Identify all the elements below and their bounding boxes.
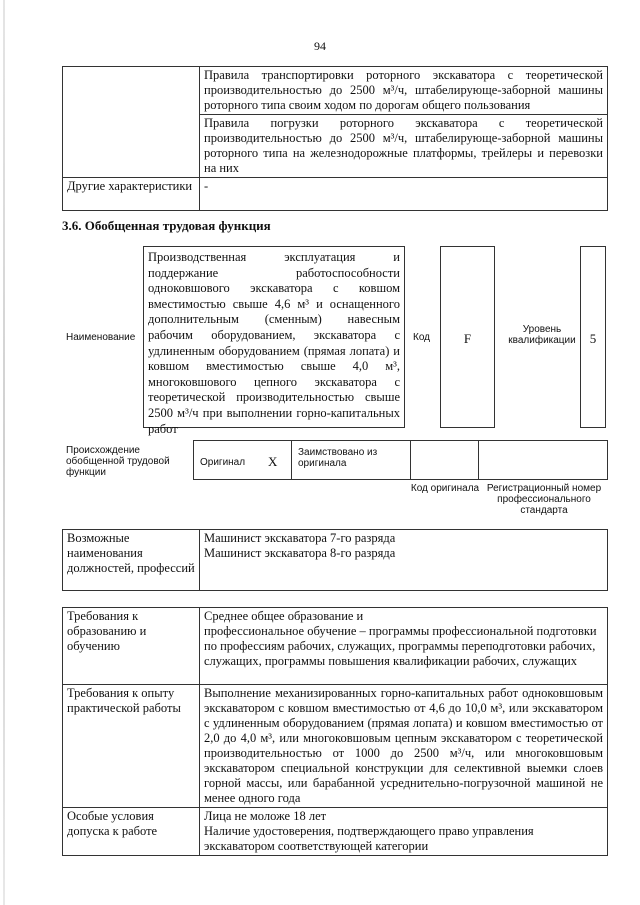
table-cell-right: Правила транспортировки роторного экскаватора с теоретической производительностью до 2500 м³/ч, штабелирующе-заборной машины роторного типа своим ходом по дорогам общего пользования bbox=[200, 67, 608, 115]
origin-label: Происхождение обобщенной трудовой функции bbox=[66, 445, 170, 478]
table-cell-left bbox=[63, 67, 200, 178]
requirements-table bbox=[62, 607, 608, 856]
positions-label: Возможные наименования должностей, профессий bbox=[63, 530, 200, 591]
reg-number-caption: Регистрационный номер профессионального стандарта bbox=[486, 483, 602, 516]
table-row bbox=[63, 608, 608, 685]
section-title: 3.6. Обобщенная трудовая функция bbox=[62, 218, 271, 233]
function-name-box: Производственная эксплуатация и поддержание работоспособности одноковшового экскаватора с ковшом вместимостью свыше 4,6 м³ и оснащенного дополнительным (сменным) навесным рабочим оборудованием, экскаватора с удлиненным оборудованием (прямая лопата) и ковшом вместимостью свыше 4,0 м³, многоковшового цепного экскаватора с теоретической производительностью свыше 2500 м³/ч при выполнении горно-капитальных работ bbox=[143, 246, 405, 428]
positions-values bbox=[200, 530, 608, 591]
requirement-values bbox=[200, 685, 608, 808]
code-box: F bbox=[440, 246, 495, 428]
requirement-label: Требования к образованию и обучению bbox=[63, 608, 200, 685]
table-cell-right: - bbox=[200, 178, 608, 211]
level-label: Уровень квалификации bbox=[508, 324, 576, 346]
level-box: 5 bbox=[580, 246, 606, 428]
requirement-values bbox=[200, 808, 608, 856]
position-item: Машинист экскаватора 8-го разряда bbox=[204, 546, 396, 560]
code-original-caption: Код оригинала bbox=[410, 483, 480, 494]
table-cell-right: Правила погрузки роторного экскаватора с теоретической производительностью до 2500 м³/ч, штабелирующе-заборной машины роторного типа на железнодорожные платформы, трейлеры и перевозки на них bbox=[200, 115, 608, 178]
requirement-line: Наличие удостоверения, подтверждающего право управления экскаватором соответствующей категории bbox=[204, 824, 534, 853]
table-row bbox=[63, 808, 608, 856]
table-row bbox=[63, 178, 608, 211]
position-item: Машинист экскаватора 7-го разряда bbox=[204, 531, 396, 545]
requirement-line: Лица не моложе 18 лет bbox=[204, 809, 327, 823]
table-row bbox=[63, 685, 608, 808]
origin-row bbox=[193, 440, 608, 480]
requirement-line: Среднее общее образование и bbox=[204, 609, 364, 623]
requirement-values bbox=[200, 608, 608, 685]
divider bbox=[410, 441, 411, 479]
original-label: Оригинал bbox=[200, 457, 246, 468]
positions-table bbox=[62, 529, 608, 591]
requirement-line: профессиональное обучение – программы профессиональной подготовки по профессиям рабочих, служащих, программы переподготовки рабочих, служащих, программы повышения квалификации рабочих, служащих bbox=[204, 624, 597, 668]
requirement-line: Выполнение механизированных горно-капитальных работ одноковшовым экскаватором с ковшом вместимостью от 4,6 до 10,0 м³, или экскаватором с удлиненным оборудованием (прямая лопата) и ковшом вместимостью от 2,0 до 4,0 м³, или многоковшовым цепным экскаватором с теоретической производительностью от 1000 до 2500 м³/ч, или многоковшовым экскаватором специальной конструкции для селективной выемки слоев горной массы, или барабанной усреднительно-погрузочной машиной не менее одного года bbox=[204, 686, 603, 805]
requirement-label: Требования к опыту практической работы bbox=[63, 685, 200, 808]
name-label: Наименование bbox=[66, 332, 136, 343]
requirement-label: Особые условия допуска к работе bbox=[63, 808, 200, 856]
code-label: Код bbox=[413, 332, 431, 343]
page-number: 94 bbox=[314, 39, 326, 53]
divider bbox=[478, 441, 479, 479]
scan-edge bbox=[3, 0, 5, 905]
table-cell-left: Другие характеристики bbox=[63, 178, 200, 211]
original-mark: X bbox=[268, 454, 278, 469]
knowledge-table bbox=[62, 66, 608, 211]
divider bbox=[291, 441, 292, 479]
table-row bbox=[63, 67, 608, 115]
table-row bbox=[63, 530, 608, 591]
borrowed-label: Заимствовано из оригинала bbox=[298, 447, 378, 469]
